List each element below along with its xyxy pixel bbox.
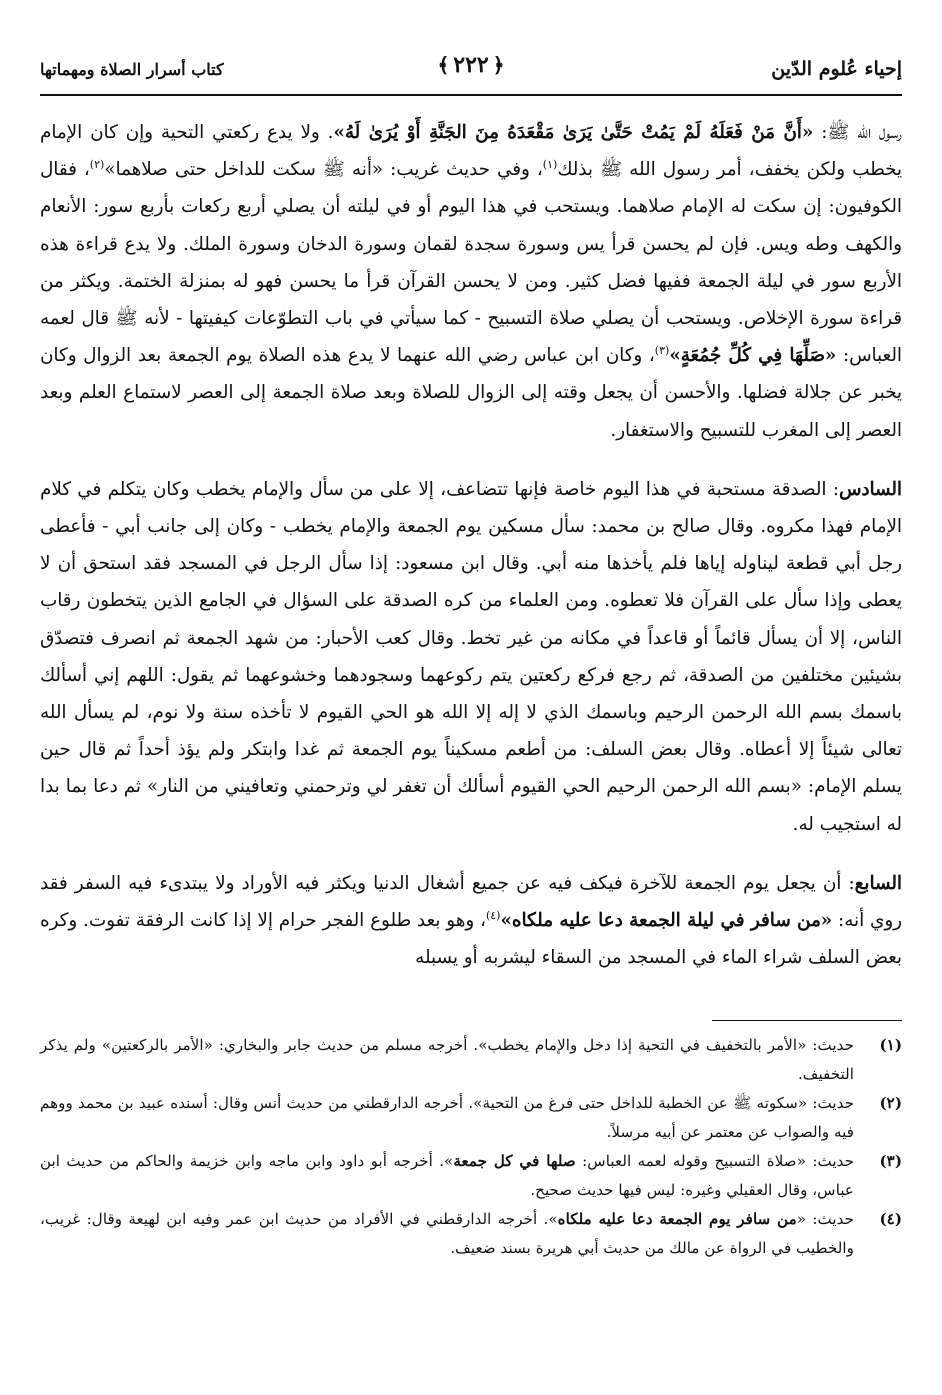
- footnote-ref-4[interactable]: (٤): [485, 908, 501, 922]
- section-lead-sixth: السادس: [839, 478, 902, 500]
- ornament-right: ﴿: [492, 53, 505, 77]
- running-header: [40, 50, 902, 96]
- text-run: ، وفي حديث غريب: «أنه ﷺ سكت للداخل حتى صلاهما»: [104, 159, 543, 181]
- footnote-3: [40, 1147, 902, 1205]
- footnote-bold: صلها في كل جمعة: [453, 1152, 576, 1171]
- chapter-title: كتاب أسرار الصلاة ومهماتها: [40, 60, 224, 79]
- footnote-2: [40, 1089, 902, 1147]
- footnote-number: (٢): [879, 1094, 902, 1113]
- footnote-text: ». أخرجه الدارقطني في الأفراد من حديث ابن عمر وفيه ابن لهيعة وقال: غريب، والخطيب في الرواة عن مالك من حديث أبي هريرة بسند ضعيف.: [40, 1210, 854, 1258]
- main-text: [40, 114, 902, 976]
- footnote-text: ». أخرجه أبو داود وابن ماجه وابن خزيمة والحاكم من حديث ابن عباس، وقال العقيلي وغيره: ليس فيها حديث صحيح.: [40, 1152, 854, 1200]
- footnote-ref-1[interactable]: (١): [542, 158, 558, 172]
- footnotes: [40, 1031, 902, 1263]
- footnote-bold: من سافر يوم الجمعة دعا عليه ملكاه: [557, 1210, 797, 1229]
- text-run: ، فقال الكوفيون: إن سكت له الإمام صلاهما. ويستحب في هذا اليوم أو في ليلته أن يصلي أربع ركعات بأربع سور: الأنعام والكهف وطه ويس. فإن لم يحسن قرأ يس وسورة سجدة لقمان وسورة الدخان وسورة الملك. ولا يدع قراءة هذه الأربع سور في ليلة الجمعة ففيها فضل كثير. ومن لا يحسن القرآن قرأ ما يحسن فهو له بمنزلة الختمة. ويكثر من قراءة سورة الإخلاص. ويستحب أن يصلي صلاة التسبيح - كما سيأتي في باب التطوّعات كيفيتها - لأنه ﷺ قال لعمه العباس:: [40, 159, 903, 367]
- ornament-left: ﴾: [437, 53, 450, 77]
- footnote-ref-3[interactable]: (٣): [654, 344, 670, 358]
- text-run: : الصدقة مستحبة في هذا اليوم خاصة فإنها تتضاعف، إلا على من سأل والإمام يخطب وكان يتكلم في كلام الإمام فهذا مكروه. وقال صالح بن محمد: سأل مسكين يوم الجمعة والإمام يخطب - وكان إلى جانب أبي - فأعطى رجل أبي قطعة ليناوله إياها فلم يأخذها منه أبي. وقال ابن مسعود: إذا سأل الرجل في المسجد فقد استحق أن لا يعطى وإذا سأل على القرآن فلا تعطوه. ومن العلماء من كره الصدقة على السؤال في الجامع الذين يتخطون رقاب الناس، إلا أن يسأل قائماً أو قاعداً في مكانه من غير تخط. وقال كعب الأحبار: من شهد الجمعة ثم انصرف فتصدّق بشيئين مختلفين من الصدقة، ثم رجع فركع ركعتين يتم ركوعهما وسجودهما وخشوعهما ثم يقول: اللهم إني أسألك باسمك بسم الله الرحمن الرحيم وباسمك الذي لا إله إلا الله هو الحي القيوم لا تأخذه سنة ولا نوم، لم يسأل الله تعالى شيئاً إلا أعطاه. وقال بعض السلف: من أطعم مسكيناً يوم الجمعة ثم غدا وابتكر ولم يؤذ أحداً ثم قال حين يسلم الإمام: «بسم الله الرحمن الرحيم الحي القيوم أسألك أن تغفر لي وترحمني وتعافيني من النار» ثم دعا بما بدا له استجيب له.: [40, 478, 902, 835]
- text-run: : أن يجعل يوم الجمعة للآخرة فيكف فيه عن جميع أشغال الدنيا ويكثر فيه الأوراد ولا يبتدىء فيه السفر فقد روي أنه:: [40, 872, 903, 932]
- paragraph-3: [40, 865, 902, 977]
- page-number: ٢٢٢: [453, 52, 489, 78]
- hadith-quote: «أَنَّ مَنْ فَعَلَهُ لَمْ يَمُتْ حَتَّىٰ يَرَىٰ مَقْعَدَهُ مِنَ الجَنَّةِ أَوْ يُرَىٰ لَهُ»: [333, 122, 814, 143]
- hadith-quote: «من سافر في ليلة الجمعة دعا عليه ملكاه»: [500, 910, 833, 932]
- book-title: إحياء عُلوم الدّين: [771, 58, 902, 80]
- footnote-4: [40, 1205, 902, 1263]
- text-run: رسول الله ﷺ:: [813, 122, 902, 143]
- text-run: ، وهو بعد طلوع الفجر حرام إلا إذا كانت الرفقة تفوت. وكره بعض السلف شراء الماء في المسجد من السقاء ليشربه أو يسبله: [40, 910, 902, 969]
- footnote-text: حديث: «: [796, 1210, 854, 1229]
- footnote-ref-2[interactable]: (٢): [89, 158, 105, 172]
- paragraph-1: [40, 114, 902, 449]
- book-page: [40, 50, 902, 1370]
- hadith-quote: «صَلِّهَا فِي كُلِّ جُمُعَةٍ»: [669, 345, 837, 367]
- text-run: . ولا يدع ركعتي التحية وإن كان الإمام يخطب ولكن يخفف، أمر رسول الله ﷺ بذلك: [40, 122, 902, 181]
- footnote-text: حديث: «صلاة التسبيح وقوله لعمه العباس:: [575, 1152, 854, 1171]
- footnote-1: [40, 1031, 902, 1089]
- footnote-number: (٤): [879, 1210, 902, 1229]
- footnote-separator: [712, 1020, 902, 1021]
- section-lead-seventh: السابع: [854, 872, 902, 894]
- paragraph-2: [40, 471, 902, 843]
- footnote-number: (٣): [879, 1152, 902, 1171]
- footnote-text: حديث: «الأمر بالتخفيف في التحية إذا دخل والإمام يخطب». أخرجه مسلم من حديث جابر والبخاري: «الأمر بالركعتين» ولم يذكر التخفيف.: [40, 1036, 854, 1084]
- footnote-text: حديث: «سكوته ﷺ عن الخطبة للداخل حتى فرغ من التحية». أخرجه الدارقطني من حديث أنس وقال: أسنده عبيد بن محمد ووهم فيه والصواب عن معتمر عن أبيه مرسلاً.: [40, 1094, 854, 1142]
- text-run: ، وكان ابن عباس رضي الله عنهما لا يدع هذه الصلاة يوم الجمعة بعد الزوال وكان يخبر عن جلالة فضلها. والأحسن أن يجعل وقته إلى الزوال للصلاة وبعد صلاة الجمعة إلى العصر لاستماع العلم وبعد العصر إلى المغرب للتسبيح والاستغفار.: [40, 345, 902, 441]
- footnote-number: (١): [879, 1036, 902, 1055]
